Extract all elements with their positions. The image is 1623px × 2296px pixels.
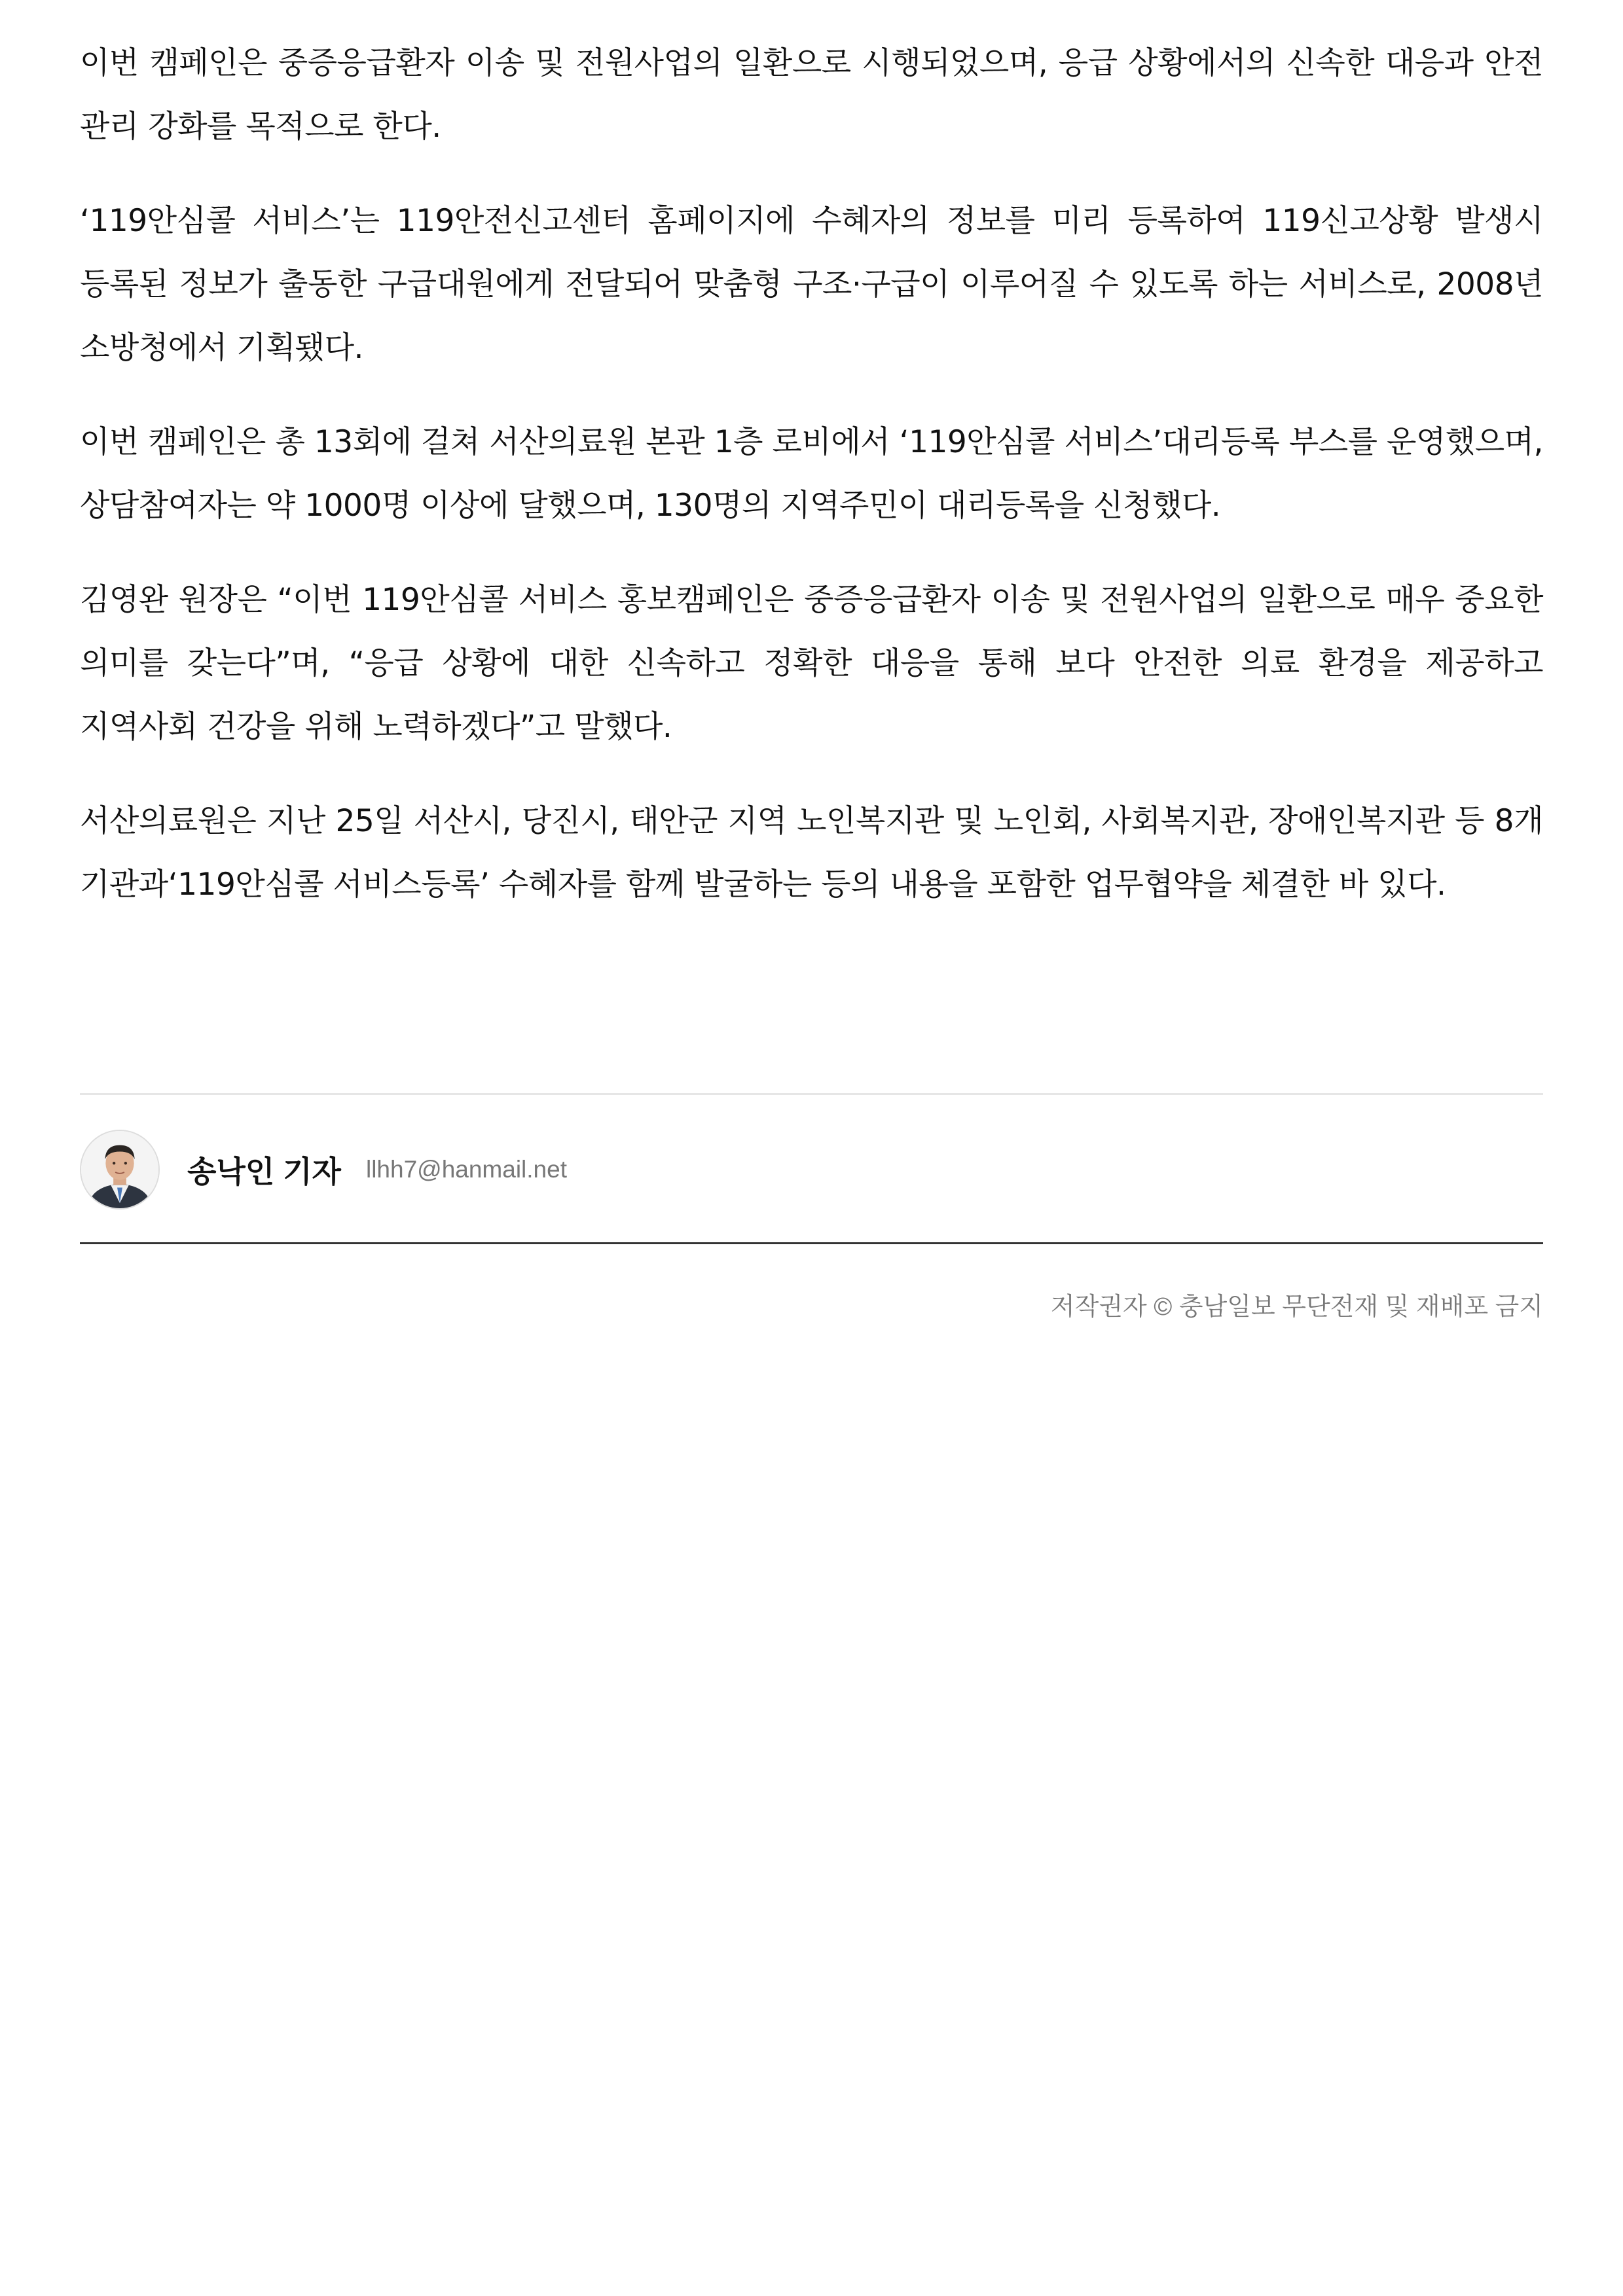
article-paragraph: ‘119안심콜 서비스’는 119안전신고센터 홈페이지에 수혜자의 정보를 미리 등록하여 119신고상황 발생시 등록된 정보가 출동한 구급대원에게 전달되어 맞춤형 구조·구급이 이루어질 수 있도록 하는 서비스로, 2008년 소방청에서 기획됐다. [80, 203, 1543, 366]
reporter-name[interactable]: 송낙인 기자 [187, 1155, 341, 1189]
article-paragraph: 김영완 원장은 “이번 119안심콜 서비스 홍보캠페인은 중증응급환자 이송 및 전원사업의 일환으로 매우 중요한 의미를 갖는다”며, “응급 상황에 대한 신속하고 정확한 대응을 통해 보다 안전한 의료 환경을 제공하고 지역사회 건강을 위해 노력하겠다”고 말했다. [80, 582, 1543, 745]
reporter-email[interactable]: llhh7@hanmail.net [365, 1156, 567, 1183]
article-body [80, 31, 1543, 947]
article-paragraph: 서산의료원은 지난 25일 서산시, 당진시, 태안군 지역 노인복지관 및 노인회, 사회복지관, 장애인복지관 등 8개 기관과‘119안심콜 서비스등록’ 수혜자를 함께 발굴하는 등의 내용을 포함한 업무협약을 체결한 바 있다. [80, 803, 1543, 903]
article-paragraph: 이번 캠페인은 중증응급환자 이송 및 전원사업의 일환으로 시행되었으며, 응급 상황에서의 신속한 대응과 안전 관리 강화를 목적으로 한다. [80, 45, 1543, 145]
byline-top-divider [80, 1093, 1543, 1095]
reporter-photo-icon [81, 1131, 158, 1208]
copyright-notice: 저작권자 © 충남일보 무단전재 및 재배포 금지 [1050, 1293, 1543, 1321]
reporter-byline [80, 1127, 1543, 1212]
reporter-avatar[interactable] [80, 1130, 160, 1210]
article-paragraph: 이번 캠페인은 총 13회에 걸쳐 서산의료원 본관 1층 로비에서 ‘119안심콜 서비스’대리등록 부스를 운영했으며, 상담참여자는 약 1000명 이상에 달했으며, 130명의 지역주민이 대리등록을 신청했다. [80, 424, 1543, 524]
byline-bottom-divider [80, 1242, 1543, 1244]
